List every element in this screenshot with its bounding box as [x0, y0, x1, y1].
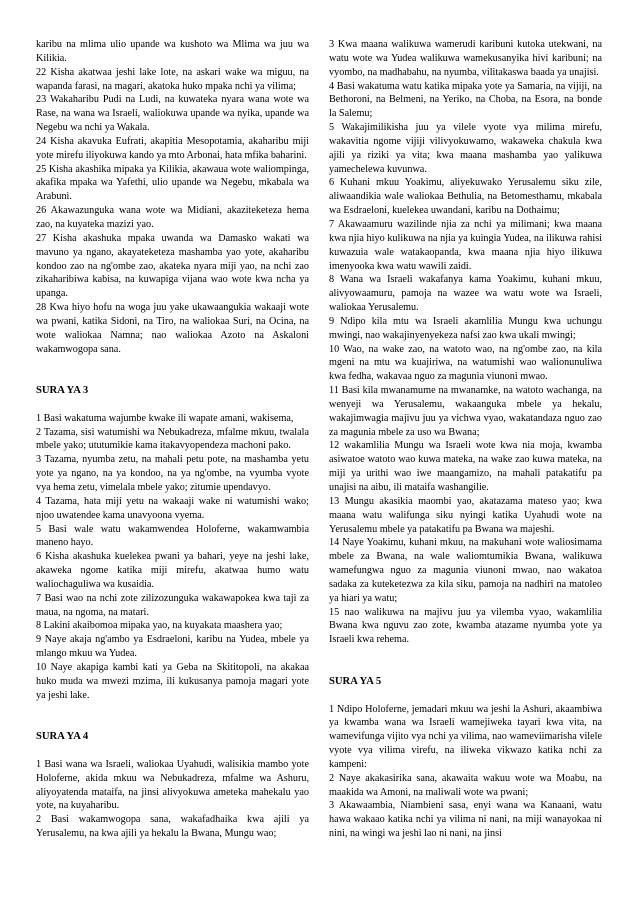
document-page: [36, 38, 602, 888]
verse-paragraph: 25 Kisha akashika mipaka ya Kilikia, akawaua wote waliompinga, akafika mpaka wa Yafethi, ulio upande wa Negebu, mkabala wa Arabuni.: [36, 163, 309, 203]
verse-paragraph: 6 Kisha akashuka kuelekea pwani ya bahari, yeye na jeshi lake, akaweka ngome katika miji mirefu, akatwaa humo watu waliochaguliwa wa kusaidia.: [36, 551, 309, 590]
verse-paragraph: 9 Ndipo kila mtu wa Israeli akamlilia Mungu kwa uchungu mwingi, nao wakajinyenyekeza nafsi zao kwa ukali mwingi;: [329, 315, 602, 341]
verse-paragraph: 10 Naye akapiga kambi kati ya Geba na Skititopoli, na akakaa huko muda wa mwezi mzima, ili kukusanya pamoja magari yote ya jeshi lake.: [36, 661, 309, 701]
verse-paragraph: 3 Akawaambia, Niambieni sasa, enyi wana wa Kanaani, watu hawa wakaao katika nchi ya vilima ni nani, na miji wanayokaa ni nini, na wingi wa jeshi lao ni nani, na jinsi: [329, 800, 602, 840]
verse-paragraph: 1 Ndipo Holoferne, jemadari mkuu wa jeshi la Ashuri, akaambiwa ya kwamba wana wa Israeli wamejiweka tayari kwa vita, na wamevifunga vijito vya nchi ya vilima, nao wameviimarisha vilele vyote vya vilima virefu, na iliweka vikwazo katika nchi za kampeni:: [329, 703, 602, 770]
verse-paragraph: 27 Kisha akashuka mpaka uwanda wa Damasko wakati wa mavuno ya ngano, akayateketeza mashamba yao yote, akaharibu kondoo zao na ng'ombe zao, akateka nyara miji yao, na nchi zao zikaharibiwa kabisa, na kuwapiga vijana wao wote kwa ncha ya upanga.: [36, 232, 309, 300]
verse-paragraph: 7 Akawaamuru wazilinde njia za nchi ya milimani; kwa maana kwa njia hiyo kulikuwa na njia ya kuingia Yudea, na ilikuwa rahisi kuwazuia wale watakaopanda, kwa maana njia hiyo ilikuwa imenyooka kwa watu wawili zaidi.: [329, 218, 602, 272]
verse-paragraph: 4 Basi wakatuma watu katika mipaka yote ya Samaria, na vijiji, na Bethoroni, na Belmeni, na Yeriko, na Choba, na Esora, na bonde la Salemu;: [329, 80, 602, 120]
left-column: [36, 38, 309, 888]
chapter-heading: SURA YA 4: [36, 731, 89, 743]
verse-paragraph: 3 Tazama, nyumba zetu, na mahali petu pote, na mashamba yetu yote ya ngano, na ya kondoo, na ya ng'ombe, na vyumba vyote vya hema zetu, vimelala mbele yako; zitumie upendavyo.: [36, 454, 309, 493]
right-column: [329, 38, 602, 888]
verse-paragraph: 1 Basi wana wa Israeli, waliokaa Uyahudi, walisikia mambo yote Holoferne, akida mkuu wa Nebukadreza, mfalme wa Ashuru, aliyoyatenda mataifa, na jinsi alivyokuwa ameteka mahekalu yao yote, na kuyaharibu.: [36, 758, 309, 812]
verse-paragraph: 8 Lakini akaibomoa mipaka yao, na kuyakata maashera yao;: [36, 620, 283, 632]
verse-paragraph: karibu na mlima ulio upande wa kushoto wa Mlima wa juu wa Kilikia.: [36, 39, 309, 64]
verse-paragraph: 10 Wao, na wake zao, na watoto wao, na ng'ombe zao, na kila mgeni na mtu wa kuajiriwa, na watumishi wao walionunuliwa kwa fedha, wakavaa nguo za magunia viunoni mwao.: [329, 343, 602, 383]
verse-paragraph: 9 Naye akaja ng'ambo ya Esdraeloni, karibu na Yudea, mbele ya mlango mkuu wa Yudea.: [36, 634, 309, 660]
verse-paragraph: 13 Mungu akasikia maombi yao, akatazama mateso yao; kwa maana watu walifunga siku nyingi katika Uyahudi wote na Yerusalemu mbele ya patakatifu pa Bwana wa majeshi.: [329, 495, 602, 535]
verse-paragraph: 5 Basi wale watu wakamwendea Holoferne, wakamwambia maneno hayo.: [36, 523, 309, 549]
verse-paragraph: 1 Basi wakatuma wajumbe kwake ili wapate amani, wakisema,: [36, 412, 294, 424]
verse-paragraph: 4 Tazama, hata miji yetu na wakaaji wake ni watumishi wako; njoo uwatendee kama unavyoona vyema.: [36, 495, 309, 521]
verse-paragraph: 2 Basi wakamwogopa sana, wakafadhaika kwa ajili ya Yerusalemu, na kwa ajili ya hekalu la Bwana, Mungu wao;: [36, 814, 309, 840]
verse-paragraph: 8 Wana wa Israeli wakafanya kama Yoakimu, kuhani mkuu, alivyowaamuru, pamoja na wazee wa watu wote wa Israeli, waliokaa Yerusalemu.: [329, 274, 602, 314]
verse-paragraph: 7 Basi wao na nchi zote zilizozunguka wakawapokea kwa taji za maua, na ngoma, na matari.: [36, 592, 309, 618]
verse-paragraph: 24 Kisha akavuka Eufrati, akapitia Mesopotamia, akaharibu miji yote mirefu iliyokuwa kando ya mto Arbonai, hata mfika baharini.: [36, 135, 309, 161]
verse-paragraph: 2 Tazama, sisi watumishi wa Nebukadreza, mfalme mkuu, twalala mbele yako; ututumikie kama itakavyopendeza machoni pako.: [36, 426, 309, 452]
verse-paragraph: 26 Akawazunguka wana wote wa Midiani, akaziteketeza hema zao, na kuyateka mazizi yao.: [36, 205, 309, 230]
chapter-heading: SURA YA 3: [36, 385, 89, 397]
verse-paragraph: 5 Wakajimilikisha juu ya vilele vyote vya milima mirefu, wakavitia ngome vijiji vilivyokuwamo, wakaweka chakula kwa ajili ya riziki ya vita; kwa maana mashamba yao yalikuwa yamechelewa kuvunwa.: [329, 122, 602, 175]
verse-paragraph: 2 Naye akakasirika sana, akawaita wakuu wote wa Moabu, na maakida wa Amoni, na maliwali wote wa pwani;: [329, 772, 602, 798]
verse-paragraph: 22 Kisha akatwaa jeshi lake lote, na askari wake wa miguu, na wapanda farasi, na magari, akatoka huko mpaka nchi ya vilima;: [36, 66, 309, 92]
verse-paragraph: 15 nao walikuwa na majivu juu ya vilemba vyao, wakamlilia Bwana kwa nguvu zao zote, kwamba atazame nyumba yote ya Israeli kwa rehema.: [329, 606, 602, 646]
verse-paragraph: 28 Kwa hiyo hofu na woga juu yake ukawaangukia wakaaji wote wa pwani, katika Sidoni, na Tiro, na waliokaa Suri, na Ocina, na wote waliokaa Namna; nao waliokaa Azoto na Askaloni wakamwogopa sana.: [36, 302, 309, 355]
verse-paragraph: 11 Basi kila mwanamume na mwanamke, na watoto wachanga, na wenyeji wa Yerusalemu, wakaanguka mbele ya hekalu, wakajimwagia majivu juu ya vichwa vyao, wakatandaza nguo zao za magunia mbele za uso wa Bwana;: [329, 385, 602, 438]
verse-paragraph: 12 wakamlilia Mungu wa Israeli wote kwa nia moja, kwamba asiwatoe watoto wao kuwa mateka, na wake zao kuwa mateka, na miji ya urithi wao iwe maangamizo, na mahali patakatifu pa unajisi na aibu, ili mataifa washangilie.: [329, 440, 602, 493]
verse-paragraph: 6 Kuhani mkuu Yoakimu, aliyekuwako Yerusalemu siku zile, aliwaandikia wale waliokaa Bethulia, na Betomesthamu, mkabala wa Esdraeloni, kuelekea uwandani, karibu na Dothaimu;: [329, 177, 602, 217]
verse-paragraph: 14 Naye Yoakimu, kuhani mkuu, na makuhani wote waliosimama mbele za Bwana, na wale waliomtumikia Bwana, walikuwa wamefungwa nguo za magunia viunoni mwao, nao wakatoa sadaka za kuteketezwa za kila siku, pamoja na nadhiri na matoleo ya hiari ya watu;: [329, 537, 602, 604]
chapter-heading: SURA YA 5: [329, 675, 382, 687]
verse-paragraph: 3 Kwa maana walikuwa wamerudi karibuni kutoka utekwani, na watu wote wa Yudea walikuwa wamekusanyika hivi karibuni; na vyombo, na madhabahu, na nyumba, vilitakaswa baada ya unajisi.: [329, 39, 602, 78]
verse-paragraph: 23 Wakaharibu Pudi na Ludi, na kuwateka nyara wana wote wa Rase, na wana wa Israeli, waliokuwa upande wa nyika, upande wa Negebu wa nchi ya Wakala.: [36, 94, 309, 134]
